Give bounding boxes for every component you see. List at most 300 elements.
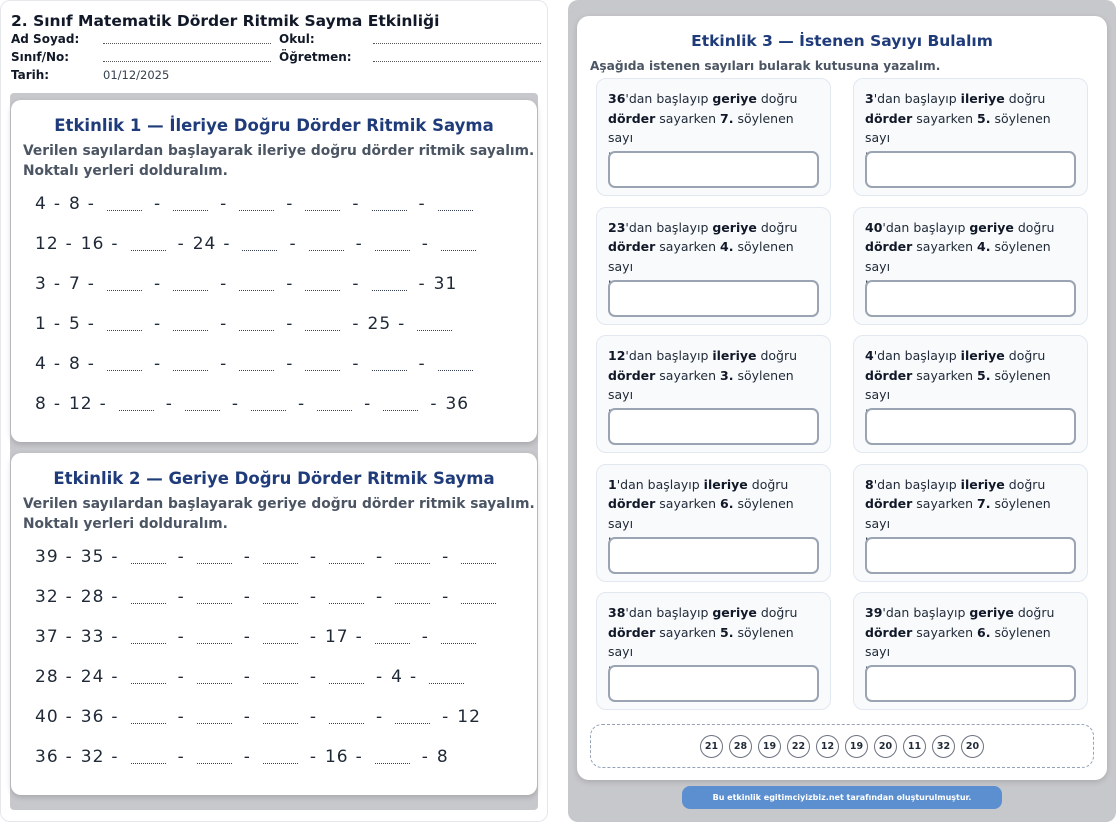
activity1-blank[interactable] bbox=[239, 370, 274, 371]
separator: - bbox=[430, 394, 438, 414]
name-label: Ad Soyad: bbox=[11, 32, 80, 46]
separator: - bbox=[153, 194, 162, 214]
separator: - bbox=[177, 707, 185, 727]
activity2-number: 12 bbox=[457, 707, 481, 727]
question-text-part: doğru bbox=[1004, 476, 1046, 492]
separator: - bbox=[65, 747, 73, 767]
separator: - bbox=[289, 234, 297, 254]
activity2-desc-line2: Noktalı yerleri dolduralım. bbox=[23, 516, 228, 532]
separator: - bbox=[53, 194, 61, 214]
activity1-blank[interactable] bbox=[173, 210, 208, 211]
activity2-blank[interactable] bbox=[263, 563, 298, 564]
pool-number: 32 bbox=[932, 735, 955, 758]
answer-box[interactable] bbox=[865, 408, 1076, 445]
question-step: dörder bbox=[608, 110, 656, 126]
question-direction: geriye bbox=[712, 605, 757, 620]
activity2-blank[interactable] bbox=[263, 683, 298, 684]
question-direction: geriye bbox=[712, 91, 757, 106]
separator: - bbox=[111, 627, 119, 647]
separator: - bbox=[223, 234, 231, 254]
activity2-number: 32 bbox=[35, 587, 59, 607]
question-text-part: söylenen sayı bbox=[608, 496, 794, 531]
activity2-blank[interactable] bbox=[131, 723, 166, 724]
question-text-part: söylenen sayı bbox=[608, 367, 794, 402]
activity1-blank[interactable] bbox=[239, 290, 274, 291]
question-text-part: söylenen sayı bbox=[865, 110, 1051, 145]
activity2-number: 8 bbox=[436, 747, 449, 767]
question-text-part: sayarken bbox=[912, 110, 978, 126]
activity2-number: 33 bbox=[80, 627, 105, 647]
pool-number: 19 bbox=[758, 735, 781, 758]
activity1-blank[interactable] bbox=[185, 410, 220, 411]
question-card bbox=[853, 464, 1088, 582]
activity2-desc-line1: Verilen sayılardan başlayarak geriye doğru dörder ritmik sayalım. bbox=[23, 496, 535, 512]
activity2-blank[interactable] bbox=[131, 643, 166, 644]
activity2-blank[interactable] bbox=[375, 763, 410, 764]
question-text-part: 'dan başlayıp bbox=[625, 348, 713, 363]
activity2-blank[interactable] bbox=[131, 683, 166, 684]
separator: - bbox=[165, 394, 173, 414]
question-direction: geriye bbox=[969, 219, 1014, 235]
activity2-blank[interactable] bbox=[131, 603, 166, 604]
separator: - bbox=[220, 194, 228, 214]
activity2-blank[interactable] bbox=[263, 643, 298, 644]
separator: - bbox=[243, 747, 251, 767]
question-text-part: sayarken bbox=[655, 110, 721, 126]
question-start-number: 36 bbox=[608, 91, 626, 106]
activity1-row bbox=[35, 348, 485, 374]
separator: - bbox=[352, 354, 360, 374]
question-step: dörder bbox=[608, 496, 656, 511]
question-card bbox=[853, 335, 1088, 453]
activity2-blank[interactable] bbox=[197, 563, 232, 564]
activity1-blank[interactable] bbox=[305, 370, 340, 371]
question-order: 5. bbox=[720, 624, 734, 640]
activity2-row bbox=[35, 581, 508, 607]
activity3-card bbox=[577, 16, 1107, 780]
activity1-blank[interactable] bbox=[107, 290, 142, 291]
question-text-part: söylenen sayı bbox=[865, 239, 1051, 274]
separator: - bbox=[65, 707, 73, 727]
activity2-blank[interactable] bbox=[197, 683, 232, 684]
activity1-number: 16 bbox=[80, 234, 105, 254]
separator: - bbox=[286, 354, 294, 374]
school-label: Okul: bbox=[279, 32, 315, 46]
separator: - bbox=[352, 274, 360, 294]
activity2-blank[interactable] bbox=[429, 683, 464, 684]
question-text-part: sayarken bbox=[912, 624, 978, 640]
activity1-blank[interactable] bbox=[239, 210, 274, 211]
answer-box[interactable] bbox=[608, 408, 819, 445]
activity1-blank[interactable] bbox=[305, 330, 340, 331]
student-info bbox=[10, 32, 538, 84]
question-order: 6. bbox=[720, 496, 734, 511]
activity2-blank[interactable] bbox=[197, 643, 232, 644]
question-direction: ileriye bbox=[960, 348, 1005, 363]
question-card bbox=[853, 592, 1088, 710]
pool-number: 22 bbox=[787, 735, 810, 758]
question-card bbox=[853, 207, 1088, 325]
question-start-number: 4 bbox=[865, 348, 874, 363]
separator: - bbox=[65, 627, 73, 647]
separator: - bbox=[220, 354, 228, 374]
separator: - bbox=[243, 547, 251, 567]
activity2-row bbox=[35, 701, 488, 727]
answer-box[interactable] bbox=[865, 280, 1076, 317]
question-text-part: 'dan başlayıp bbox=[873, 348, 961, 363]
separator: - bbox=[111, 587, 119, 607]
date-label: Tarih: bbox=[11, 68, 50, 82]
activity1-blank[interactable] bbox=[242, 250, 277, 251]
separator: - bbox=[111, 547, 119, 567]
activity2-blank[interactable] bbox=[329, 723, 364, 724]
activity2-blank[interactable] bbox=[441, 643, 476, 644]
question-card bbox=[596, 464, 831, 582]
separator: - bbox=[53, 354, 61, 374]
question-start-number: 40 bbox=[865, 219, 883, 235]
activity1-row bbox=[35, 308, 464, 334]
question-direction: ileriye bbox=[960, 476, 1005, 492]
question-direction: ileriye bbox=[703, 476, 748, 492]
activity2-blank[interactable] bbox=[197, 603, 232, 604]
activity2-blank[interactable] bbox=[395, 603, 430, 604]
activity1-blank[interactable] bbox=[119, 410, 154, 411]
activity2-blank[interactable] bbox=[263, 603, 298, 604]
activity1-blank[interactable] bbox=[305, 290, 340, 291]
separator: - bbox=[442, 707, 450, 727]
activity2-number: 36 bbox=[80, 707, 105, 727]
question-direction: ileriye bbox=[712, 348, 757, 363]
separator: - bbox=[111, 234, 119, 254]
separator: - bbox=[53, 314, 61, 334]
separator: - bbox=[243, 667, 251, 687]
separator: - bbox=[442, 547, 450, 567]
separator: - bbox=[177, 587, 185, 607]
question-text-part: sayarken bbox=[912, 496, 978, 511]
separator: - bbox=[153, 274, 162, 294]
separator: - bbox=[53, 394, 61, 414]
activity2-number: 24 bbox=[80, 667, 105, 687]
separator: - bbox=[111, 707, 119, 727]
activity1-number: 4 bbox=[35, 194, 47, 214]
date-value: 01/12/2025 bbox=[103, 68, 170, 82]
pool-number: 28 bbox=[729, 735, 752, 758]
activity2-row bbox=[35, 741, 456, 767]
question-text-part: doğru bbox=[1013, 219, 1055, 235]
question-order: 3. bbox=[720, 367, 734, 383]
activity2-number: 35 bbox=[80, 547, 105, 567]
activity1-title: Etkinlik 1 — İleriye Doğru Dörder Ritmik Sayma bbox=[54, 116, 494, 135]
answer-box[interactable] bbox=[608, 151, 819, 188]
answer-pool bbox=[590, 724, 1094, 768]
activity1-number: 4 bbox=[35, 354, 47, 374]
activity1-blank[interactable] bbox=[173, 370, 208, 371]
question-text-part: 'dan başlayıp bbox=[873, 476, 961, 492]
question-step: dörder bbox=[608, 239, 656, 254]
separator: - bbox=[418, 274, 426, 294]
question-text-part: doğru bbox=[756, 605, 798, 620]
activity2-row bbox=[35, 621, 488, 647]
question-step: dörder bbox=[608, 367, 656, 383]
question-text-part: 'dan başlayıp bbox=[873, 91, 961, 106]
activity2-blank[interactable] bbox=[329, 563, 364, 564]
activity1-row bbox=[35, 228, 488, 254]
separator: - bbox=[442, 587, 450, 607]
activity1-blank[interactable] bbox=[107, 330, 142, 331]
activity2-number: 28 bbox=[35, 667, 59, 687]
activity1-row bbox=[35, 388, 476, 414]
separator: - bbox=[355, 234, 363, 254]
question-start-number: 38 bbox=[608, 605, 626, 620]
answer-box[interactable] bbox=[865, 537, 1076, 574]
activity2-blank[interactable] bbox=[461, 603, 496, 604]
question-text-part: doğru bbox=[756, 91, 798, 106]
question-text-part: doğru bbox=[1013, 605, 1055, 620]
separator: - bbox=[375, 667, 384, 687]
separator: - bbox=[375, 707, 384, 727]
question-start-number: 39 bbox=[865, 605, 883, 620]
activity1-blank[interactable] bbox=[375, 250, 410, 251]
separator: - bbox=[355, 747, 363, 767]
separator: - bbox=[352, 194, 360, 214]
question-start-number: 1 bbox=[608, 476, 617, 492]
answer-box[interactable] bbox=[865, 151, 1076, 188]
pool-number: 20 bbox=[874, 735, 897, 758]
answer-box[interactable] bbox=[608, 665, 819, 702]
activity1-number: 8 bbox=[35, 394, 47, 414]
question-text-part: doğru bbox=[756, 219, 798, 235]
separator: - bbox=[375, 547, 384, 567]
activity2-row bbox=[35, 541, 508, 567]
activity2-desc bbox=[23, 494, 537, 534]
activity1-number: 12 bbox=[68, 394, 93, 414]
pool-number: 11 bbox=[903, 735, 926, 758]
school-field[interactable] bbox=[373, 43, 541, 44]
activity1-blank[interactable] bbox=[372, 210, 407, 211]
question-text-part: söylenen sayı bbox=[608, 239, 794, 274]
question-direction: geriye bbox=[969, 605, 1014, 620]
activity2-blank[interactable] bbox=[329, 683, 364, 684]
activity1-desc-line1: Verilen sayılardan başlayarak ileriye doğru dörder ritmik sayalım. bbox=[23, 143, 535, 159]
activity1-blank[interactable] bbox=[372, 290, 407, 291]
activity2-blank[interactable] bbox=[263, 723, 298, 724]
separator: - bbox=[87, 274, 95, 294]
activity1-blank[interactable] bbox=[438, 210, 473, 211]
activity3-desc: Aşağıda istenen sayıları bularak kutusuna yazalım. bbox=[590, 59, 941, 73]
teacher-field[interactable] bbox=[373, 61, 541, 62]
separator: - bbox=[398, 314, 406, 334]
activity2-title: Etkinlik 2 — Geriye Doğru Dörder Ritmik Sayma bbox=[53, 469, 495, 488]
separator: - bbox=[53, 274, 61, 294]
question-card bbox=[596, 592, 831, 710]
activity2-blank[interactable] bbox=[461, 563, 496, 564]
separator: - bbox=[153, 314, 162, 334]
activity1-blank[interactable] bbox=[131, 250, 166, 251]
name-field[interactable] bbox=[103, 43, 271, 44]
question-text-part: doğru bbox=[747, 476, 789, 492]
activity2-number: 39 bbox=[35, 547, 59, 567]
question-step: dörder bbox=[865, 239, 913, 254]
pool-number: 20 bbox=[961, 735, 984, 758]
activity1-number: 8 bbox=[68, 194, 81, 214]
activity2-number: 28 bbox=[80, 587, 105, 607]
question-direction: geriye bbox=[712, 219, 757, 235]
question-start-number: 3 bbox=[865, 91, 874, 106]
activity1-blank[interactable] bbox=[417, 330, 452, 331]
answer-box[interactable] bbox=[608, 280, 819, 317]
separator: - bbox=[352, 314, 360, 334]
separator: - bbox=[364, 394, 372, 414]
activity1-blank[interactable] bbox=[239, 330, 274, 331]
question-text-part: 'dan başlayıp bbox=[616, 476, 704, 492]
separator: - bbox=[111, 667, 119, 687]
question-text-part: sayarken bbox=[912, 239, 978, 254]
question-card bbox=[596, 207, 831, 325]
activity1-desc-line2: Noktalı yerleri dolduralım. bbox=[23, 163, 228, 179]
separator: - bbox=[309, 547, 317, 567]
activity1-number: 25 bbox=[367, 314, 392, 334]
separator: - bbox=[231, 394, 240, 414]
activity1-number: 3 bbox=[35, 274, 47, 294]
activity1-blank[interactable] bbox=[173, 330, 208, 331]
separator: - bbox=[309, 707, 317, 727]
activity1-row bbox=[35, 268, 464, 294]
separator: - bbox=[355, 627, 363, 647]
activity1-blank[interactable] bbox=[173, 290, 208, 291]
question-order: 5. bbox=[977, 367, 991, 383]
activity2-number: 16 bbox=[324, 747, 349, 767]
separator: - bbox=[87, 314, 95, 334]
activity2-blank[interactable] bbox=[375, 643, 410, 644]
activity1-blank[interactable] bbox=[441, 250, 476, 251]
question-order: 5. bbox=[977, 110, 991, 126]
activity1-blank[interactable] bbox=[438, 370, 473, 371]
separator: - bbox=[286, 194, 294, 214]
question-start-number: 8 bbox=[865, 476, 874, 492]
separator: - bbox=[418, 354, 426, 374]
pool-number: 19 bbox=[845, 735, 868, 758]
question-card bbox=[596, 78, 831, 196]
separator: - bbox=[177, 547, 185, 567]
class-field[interactable] bbox=[103, 61, 271, 62]
question-order: 7. bbox=[977, 496, 991, 511]
question-text-part: doğru bbox=[1004, 91, 1046, 106]
activity2-number: 17 bbox=[324, 627, 349, 647]
separator: - bbox=[87, 354, 95, 374]
question-step: dörder bbox=[865, 110, 913, 126]
separator: - bbox=[65, 587, 73, 607]
activity2-blank[interactable] bbox=[395, 723, 430, 724]
separator: - bbox=[309, 747, 317, 767]
activity2-number: 32 bbox=[80, 747, 105, 767]
question-start-number: 23 bbox=[608, 219, 626, 235]
activity3-title: Etkinlik 3 — İstenen Sayıyı Bulalım bbox=[691, 32, 993, 50]
separator: - bbox=[421, 234, 429, 254]
activity2-blank[interactable] bbox=[131, 563, 166, 564]
separator: - bbox=[220, 314, 228, 334]
question-step: dörder bbox=[865, 367, 913, 383]
activity1-blank[interactable] bbox=[251, 410, 286, 411]
activity1-number: 7 bbox=[68, 274, 81, 294]
answer-box[interactable] bbox=[865, 665, 1076, 702]
question-text-part: söylenen sayı bbox=[865, 624, 1051, 659]
question-step: dörder bbox=[608, 624, 656, 640]
activity2-blank[interactable] bbox=[197, 763, 232, 764]
class-label: Sınıf/No: bbox=[11, 50, 70, 64]
activity1-blank[interactable] bbox=[305, 210, 340, 211]
footer-banner: Bu etkinlik egitimciyizbiz.net tarafından oluşturulmuştur. bbox=[682, 786, 1002, 809]
pool-number: 12 bbox=[816, 735, 839, 758]
separator: - bbox=[87, 194, 95, 214]
activity1-blank[interactable] bbox=[383, 410, 418, 411]
separator: - bbox=[177, 234, 185, 254]
question-text-part: söylenen sayı bbox=[865, 496, 1051, 531]
activity2-blank[interactable] bbox=[131, 763, 166, 764]
question-card bbox=[853, 78, 1088, 196]
activity2-number: 36 bbox=[35, 747, 59, 767]
separator: - bbox=[309, 627, 317, 647]
question-text-part: 'dan başlayıp bbox=[625, 91, 713, 106]
activity1-number: 12 bbox=[35, 234, 59, 254]
question-text-part: söylenen sayı bbox=[865, 367, 1051, 402]
separator: - bbox=[418, 194, 426, 214]
question-text-part: 'dan başlayıp bbox=[882, 605, 970, 620]
activity1-blank[interactable] bbox=[309, 250, 344, 251]
question-order: 4. bbox=[977, 239, 991, 254]
activity1-number: 5 bbox=[68, 314, 81, 334]
pool-number: 21 bbox=[700, 735, 723, 758]
activity1-blank[interactable] bbox=[107, 370, 142, 371]
separator: - bbox=[99, 394, 107, 414]
separator: - bbox=[177, 627, 185, 647]
question-start-number: 12 bbox=[608, 348, 626, 363]
separator: - bbox=[220, 274, 228, 294]
question-text-part: doğru bbox=[1004, 348, 1046, 363]
separator: - bbox=[153, 354, 162, 374]
question-order: 6. bbox=[977, 624, 991, 640]
question-text-part: söylenen sayı bbox=[608, 624, 794, 659]
activity1-blank[interactable] bbox=[107, 210, 142, 211]
question-order: 4. bbox=[720, 239, 734, 254]
question-step: dörder bbox=[865, 496, 913, 511]
activity1-number: 8 bbox=[68, 354, 81, 374]
separator: - bbox=[286, 274, 294, 294]
separator: - bbox=[309, 587, 317, 607]
activity1-blank[interactable] bbox=[317, 410, 352, 411]
separator: - bbox=[177, 747, 185, 767]
separator: - bbox=[111, 747, 119, 767]
separator: - bbox=[309, 667, 317, 687]
activity2-blank[interactable] bbox=[197, 723, 232, 724]
question-text-part: söylenen sayı bbox=[608, 110, 794, 145]
question-text-part: sayarken bbox=[655, 367, 721, 383]
separator: - bbox=[243, 587, 251, 607]
activity2-blank[interactable] bbox=[395, 563, 430, 564]
activity1-blank[interactable] bbox=[372, 370, 407, 371]
answer-box[interactable] bbox=[608, 537, 819, 574]
question-text-part: sayarken bbox=[655, 239, 721, 254]
right-page bbox=[568, 0, 1116, 822]
separator: - bbox=[286, 314, 294, 334]
separator: - bbox=[375, 587, 384, 607]
activity2-blank[interactable] bbox=[263, 763, 298, 764]
question-order: 7. bbox=[720, 110, 734, 126]
separator: - bbox=[65, 234, 73, 254]
question-text-part: 'dan başlayıp bbox=[625, 605, 713, 620]
activity2-blank[interactable] bbox=[329, 603, 364, 604]
question-text-part: 'dan başlayıp bbox=[882, 219, 970, 235]
activity1-number: 36 bbox=[445, 394, 470, 414]
